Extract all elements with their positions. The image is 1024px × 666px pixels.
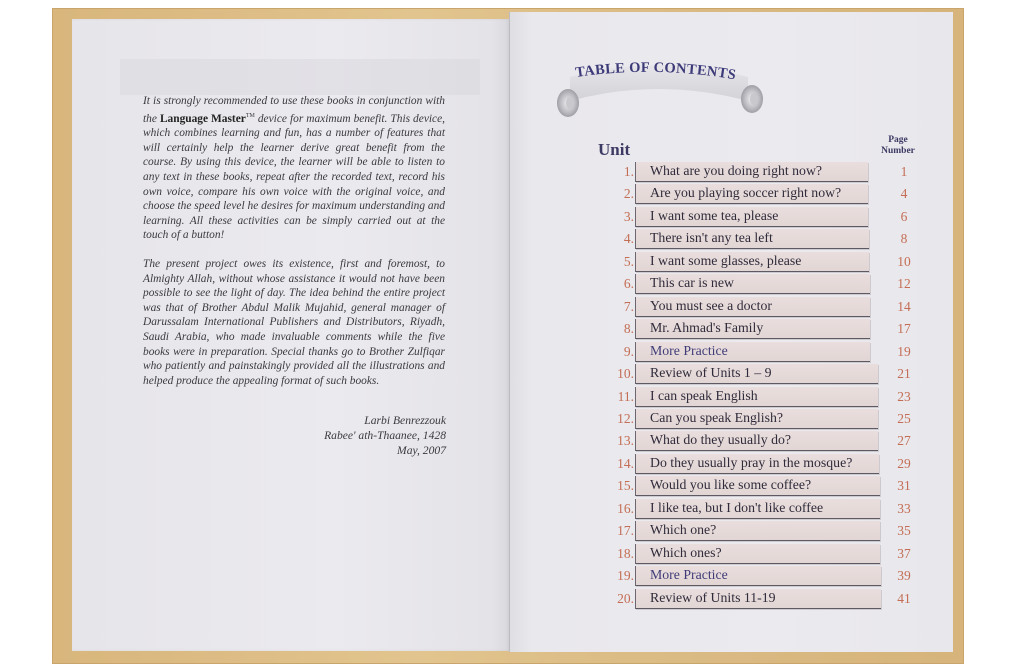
toc-entry <box>600 409 930 431</box>
page-number: 1 <box>900 164 908 179</box>
unit-title: Which one? <box>650 522 717 538</box>
unit-title-box <box>635 521 880 541</box>
unit-title-box <box>635 207 868 227</box>
banner-title: TABLE OF CONTENTS <box>574 59 738 84</box>
gregorian-date: May, 2007 <box>397 444 446 457</box>
unit-number: 20. <box>617 590 634 606</box>
toc-entry <box>600 342 930 364</box>
unit-title-box <box>635 297 870 317</box>
toc-entry <box>600 544 930 566</box>
unit-number: 16. <box>617 500 634 516</box>
unit-title-box <box>635 229 869 249</box>
unit-title: Review of Units 1 – 9 <box>650 365 772 381</box>
unit-number: 4. <box>623 231 634 247</box>
page-number: 12 <box>897 276 911 292</box>
unit-column-heading: Unit <box>598 140 631 159</box>
unit-title: Review of Units 11-19 <box>650 589 776 605</box>
unit-title-box <box>635 499 880 519</box>
unit-title-box <box>635 184 868 204</box>
unit-title-box <box>635 162 868 182</box>
unit-title: More Practice <box>650 342 728 358</box>
toc-entry <box>600 387 930 409</box>
unit-title: You must see a doctor <box>650 297 772 313</box>
unit-number: 11. <box>617 388 634 404</box>
unit-title-box <box>635 342 870 362</box>
toc-banner <box>548 55 773 120</box>
unit-title: Are you playing soccer right now? <box>650 185 842 201</box>
signature-block <box>290 413 446 458</box>
unit-number: 2. <box>623 186 634 202</box>
unit-number: 5. <box>623 253 634 269</box>
page-number: 41 <box>897 590 911 606</box>
unit-title-box <box>635 409 878 429</box>
unit-title: There isn't any tea left <box>650 230 773 246</box>
toc-entry <box>600 566 930 588</box>
page-number: 31 <box>897 478 911 494</box>
unit-title: I want some tea, please <box>650 207 779 223</box>
hijri-date: Rabee' ath-Thaanee, 1428 <box>324 429 446 442</box>
unit-title: Can you speak English? <box>650 409 783 425</box>
unit-number: 12. <box>617 410 634 426</box>
toc-entry <box>600 274 930 296</box>
unit-number: 3. <box>623 208 634 224</box>
unit-number: 7. <box>623 298 634 314</box>
scroll-ribbon-icon <box>548 55 773 120</box>
unit-title: I can speak English <box>650 387 758 403</box>
preface-paragraph-1: It is strongly recommended to use these books in conjunction with the Language Master™ device for maximum benefit. This device, which combines learning and fun, has a number of features that will certainly help the learner derive great benefit from the course. By using this device, the learner will be able to listen to any text in these books, repeat after the recorded text, record his own voice, compare his own voice with the original voice, and choose the speed level he desires for maximum understanding and learning. All these activities can be simply carried out at the touch of a button! <box>143 95 445 242</box>
unit-number: 19. <box>617 568 634 584</box>
unit-title-box <box>635 364 878 384</box>
unit-title-box <box>635 476 880 496</box>
page-number: 25 <box>897 410 911 426</box>
unit-title-box <box>635 589 881 609</box>
page-number-column-heading: Page Number <box>881 135 915 156</box>
page-number: 23 <box>897 388 911 404</box>
show-through-shadow <box>120 59 480 95</box>
unit-title: Mr. Ahmad's Family <box>650 320 764 336</box>
unit-title-box <box>635 454 879 474</box>
toc-entry <box>600 431 930 453</box>
unit-number: 10. <box>617 366 634 382</box>
unit-title-box <box>635 566 881 586</box>
page-number: 29 <box>897 455 911 471</box>
unit-number: 18. <box>617 545 634 561</box>
unit-number: 17. <box>617 523 634 539</box>
toc-entry <box>600 297 930 319</box>
unit-number: 13. <box>617 433 634 449</box>
toc-entry <box>600 454 930 476</box>
unit-title: Do they usually pray in the mosque? <box>650 454 853 470</box>
toc-entry <box>600 162 930 184</box>
page-number: 39 <box>897 568 911 584</box>
page-number: 33 <box>897 500 911 516</box>
page-number: 21 <box>897 366 911 382</box>
unit-title: I like tea, but I don't like coffee <box>650 499 824 515</box>
unit-title: This car is new <box>650 275 734 291</box>
unit-number: 1. <box>623 164 634 179</box>
unit-number: 9. <box>623 343 634 359</box>
unit-number: 14. <box>617 455 634 471</box>
toc-entry <box>600 207 930 229</box>
unit-title: Would you like some coffee? <box>650 477 812 493</box>
toc-entry <box>600 184 930 206</box>
page-number: 17 <box>897 321 911 337</box>
page-number: 27 <box>897 433 911 449</box>
unit-title-box <box>635 252 869 272</box>
page-number: 14 <box>897 298 911 314</box>
unit-number: 8. <box>623 321 634 337</box>
toc-entry <box>600 229 930 251</box>
toc-entry <box>600 589 930 611</box>
unit-title: What are you doing right now? <box>650 163 823 178</box>
toc-entry <box>600 364 930 386</box>
page-number: 35 <box>897 523 911 539</box>
page-number: 37 <box>897 545 911 561</box>
toc-entry <box>600 319 930 341</box>
page-number: 19 <box>897 343 911 359</box>
toc-entry <box>600 499 930 521</box>
page-number: 4 <box>900 186 908 202</box>
unit-title: More Practice <box>650 567 728 583</box>
book-spine <box>509 12 510 652</box>
page-number: 8 <box>900 231 908 247</box>
unit-title-box <box>635 431 878 451</box>
author-name: Larbi Benrezzouk <box>364 414 446 427</box>
toc-entry <box>600 252 930 274</box>
language-master-name: Language Master <box>159 112 246 125</box>
unit-title-box <box>635 319 870 339</box>
unit-title-box <box>635 274 870 294</box>
unit-number: 6. <box>623 276 634 292</box>
preface-paragraph-2: The present project owes its existence, first and foremost, to Almighty Allah, without whose assistance it would not have been possible to see the light of day. The idea behind the entire project was that of Brother Abdul Malik Mujahid, general manager of Darussalam International Publishers and Distributors, Riyadh, Saudi Arabia, who made invaluable comments while the five books were in preparation. Special thanks go to Brother Zulfiqar who patiently and painstakingly provided all the illustrations and helped produce the appealing format of such books. <box>143 257 445 387</box>
unit-title: I want some glasses, please <box>650 252 802 268</box>
toc-entry <box>600 476 930 498</box>
preface-text <box>143 94 445 402</box>
unit-title-box <box>635 544 880 564</box>
toc-entry <box>600 521 930 543</box>
unit-title-box <box>635 387 878 407</box>
page-number: 6 <box>900 208 908 224</box>
trademark-mark: TM <box>245 112 255 119</box>
unit-title: Which ones? <box>650 544 722 560</box>
unit-title: What do they usually do? <box>650 432 792 448</box>
unit-number: 15. <box>617 478 634 494</box>
page-number: 10 <box>897 253 911 269</box>
